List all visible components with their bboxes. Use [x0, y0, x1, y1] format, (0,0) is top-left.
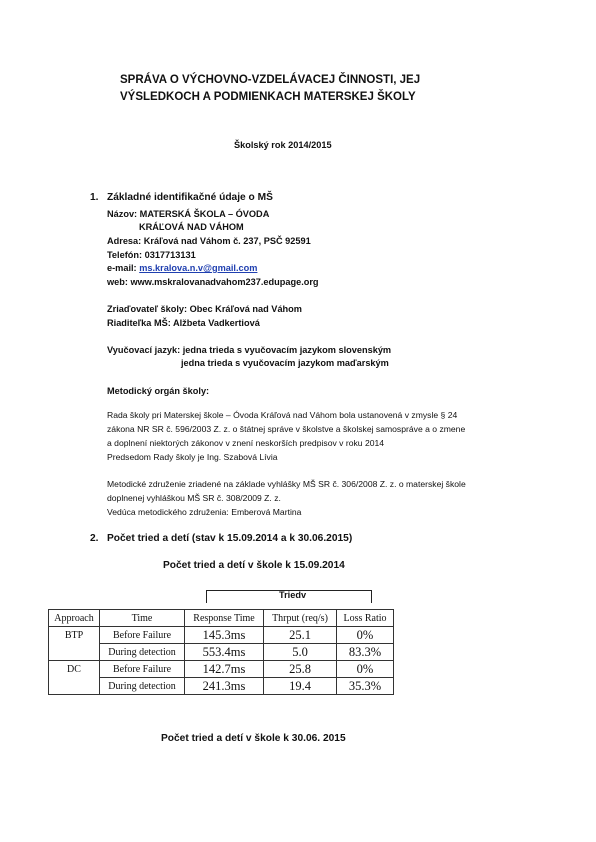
- school-email-row: [107, 263, 257, 273]
- table-row: [49, 678, 394, 695]
- triedy-label: Triedv: [279, 590, 307, 600]
- school-phone: Telefón: 0317713131: [107, 250, 196, 260]
- section2-number: 2.: [90, 533, 99, 544]
- school-year: Školský rok 2014/2015: [234, 140, 332, 150]
- cell-approach: [49, 678, 100, 695]
- cell-response: 241.3ms: [185, 678, 264, 695]
- school-name-line2: KRÁĽOVÁ NAD VÁHOM: [139, 222, 244, 232]
- header-time: Time: [100, 610, 185, 627]
- cell-loss: 0%: [337, 627, 394, 644]
- assoc-line2: doplnenej vyhláškou MŠ SR č. 308/2009 Z. z.: [107, 493, 281, 503]
- table-header-row: [49, 610, 394, 627]
- header-approach: Approach: [49, 610, 100, 627]
- section1-number: 1.: [90, 192, 99, 203]
- cell-loss: 0%: [337, 661, 394, 678]
- cell-response: 145.3ms: [185, 627, 264, 644]
- section1-heading: Základné identifikačné údaje o MŠ: [107, 192, 273, 203]
- header-throughput: Thrput (req/s): [264, 610, 337, 627]
- subheading-2015: Počet tried a detí v škole k 30.06. 2015: [161, 733, 346, 744]
- cell-throughput: 5.0: [264, 644, 337, 661]
- report-title-line2: VÝSLEDKOCH A PODMIENKACH MATERSKEJ ŠKOLY: [120, 91, 416, 103]
- school-address: Adresa: Kráľová nad Váhom č. 237, PSČ 92591: [107, 236, 311, 246]
- cell-response: 553.4ms: [185, 644, 264, 661]
- cell-approach: BTP: [49, 627, 100, 644]
- results-table: [48, 609, 394, 695]
- method-heading: Metodický orgán školy:: [107, 386, 210, 396]
- cell-throughput: 19.4: [264, 678, 337, 695]
- founder: Zriaďovateľ školy: Obec Kráľová nad Váhom: [107, 304, 302, 314]
- cell-time: During detection: [100, 678, 185, 695]
- cell-throughput: 25.8: [264, 661, 337, 678]
- assoc-line1: Metodické združenie zriadené na základe vyhlášky MŠ SR č. 306/2008 Z. z. o materskej škole: [107, 479, 466, 489]
- school-web: web: www.mskralovanadvahom237.edupage.org: [107, 277, 319, 287]
- council-line2: zákona NR SR č. 596/2003 Z. z. o štátnej správe v školstve a školskej samospráve a o zmene: [107, 424, 466, 434]
- council-line1: Rada školy pri Materskej škole – Óvoda Kráľová nad Váhom bola ustanovená v zmysle § 24: [107, 410, 458, 420]
- school-name-line1: Názov: MATERSKÁ ŠKOLA – ÓVODA: [107, 209, 270, 219]
- table-row: [49, 661, 394, 678]
- table-row: [49, 627, 394, 644]
- cell-approach: [49, 644, 100, 661]
- email-link[interactable]: ms.kralova.n.v@gmail.com: [139, 263, 258, 273]
- section2-heading: Počet tried a detí (stav k 15.09.2014 a k 30.06.2015): [107, 533, 353, 544]
- report-title-line1: SPRÁVA O VÝCHOVNO-VZDELÁVACEJ ČINNOSTI, JEJ: [120, 74, 421, 86]
- subheading-2014: Počet tried a detí v škole k 15.09.2014: [163, 560, 345, 571]
- council-line3: a doplnení niektorých zákonov v znení neskorších predpisov v roku 2014: [107, 438, 385, 448]
- header-loss: Loss Ratio: [337, 610, 394, 627]
- cell-time: During detection: [100, 644, 185, 661]
- council-line4: Predsedom Rady školy je Ing. Szabová Lívia: [107, 452, 278, 462]
- language-line2: jedna trieda s vyučovacím jazykom maďarským: [181, 358, 389, 368]
- language-line1: Vyučovací jazyk: jedna trieda s vyučovacím jazykom slovenským: [107, 345, 392, 355]
- assoc-line3: Vedúca metodického združenia: Emberová Martina: [107, 507, 302, 517]
- director: Riaditeľka MŠ: Alžbeta Vadkertiová: [107, 318, 260, 328]
- cell-throughput: 25.1: [264, 627, 337, 644]
- cell-loss: 83.3%: [337, 644, 394, 661]
- table-row: [49, 644, 394, 661]
- cell-response: 142.7ms: [185, 661, 264, 678]
- header-response: Response Time: [185, 610, 264, 627]
- cell-time: Before Failure: [100, 627, 185, 644]
- cell-approach: DC: [49, 661, 100, 678]
- cell-time: Before Failure: [100, 661, 185, 678]
- cell-loss: 35.3%: [337, 678, 394, 695]
- email-label: e-mail:: [107, 263, 137, 273]
